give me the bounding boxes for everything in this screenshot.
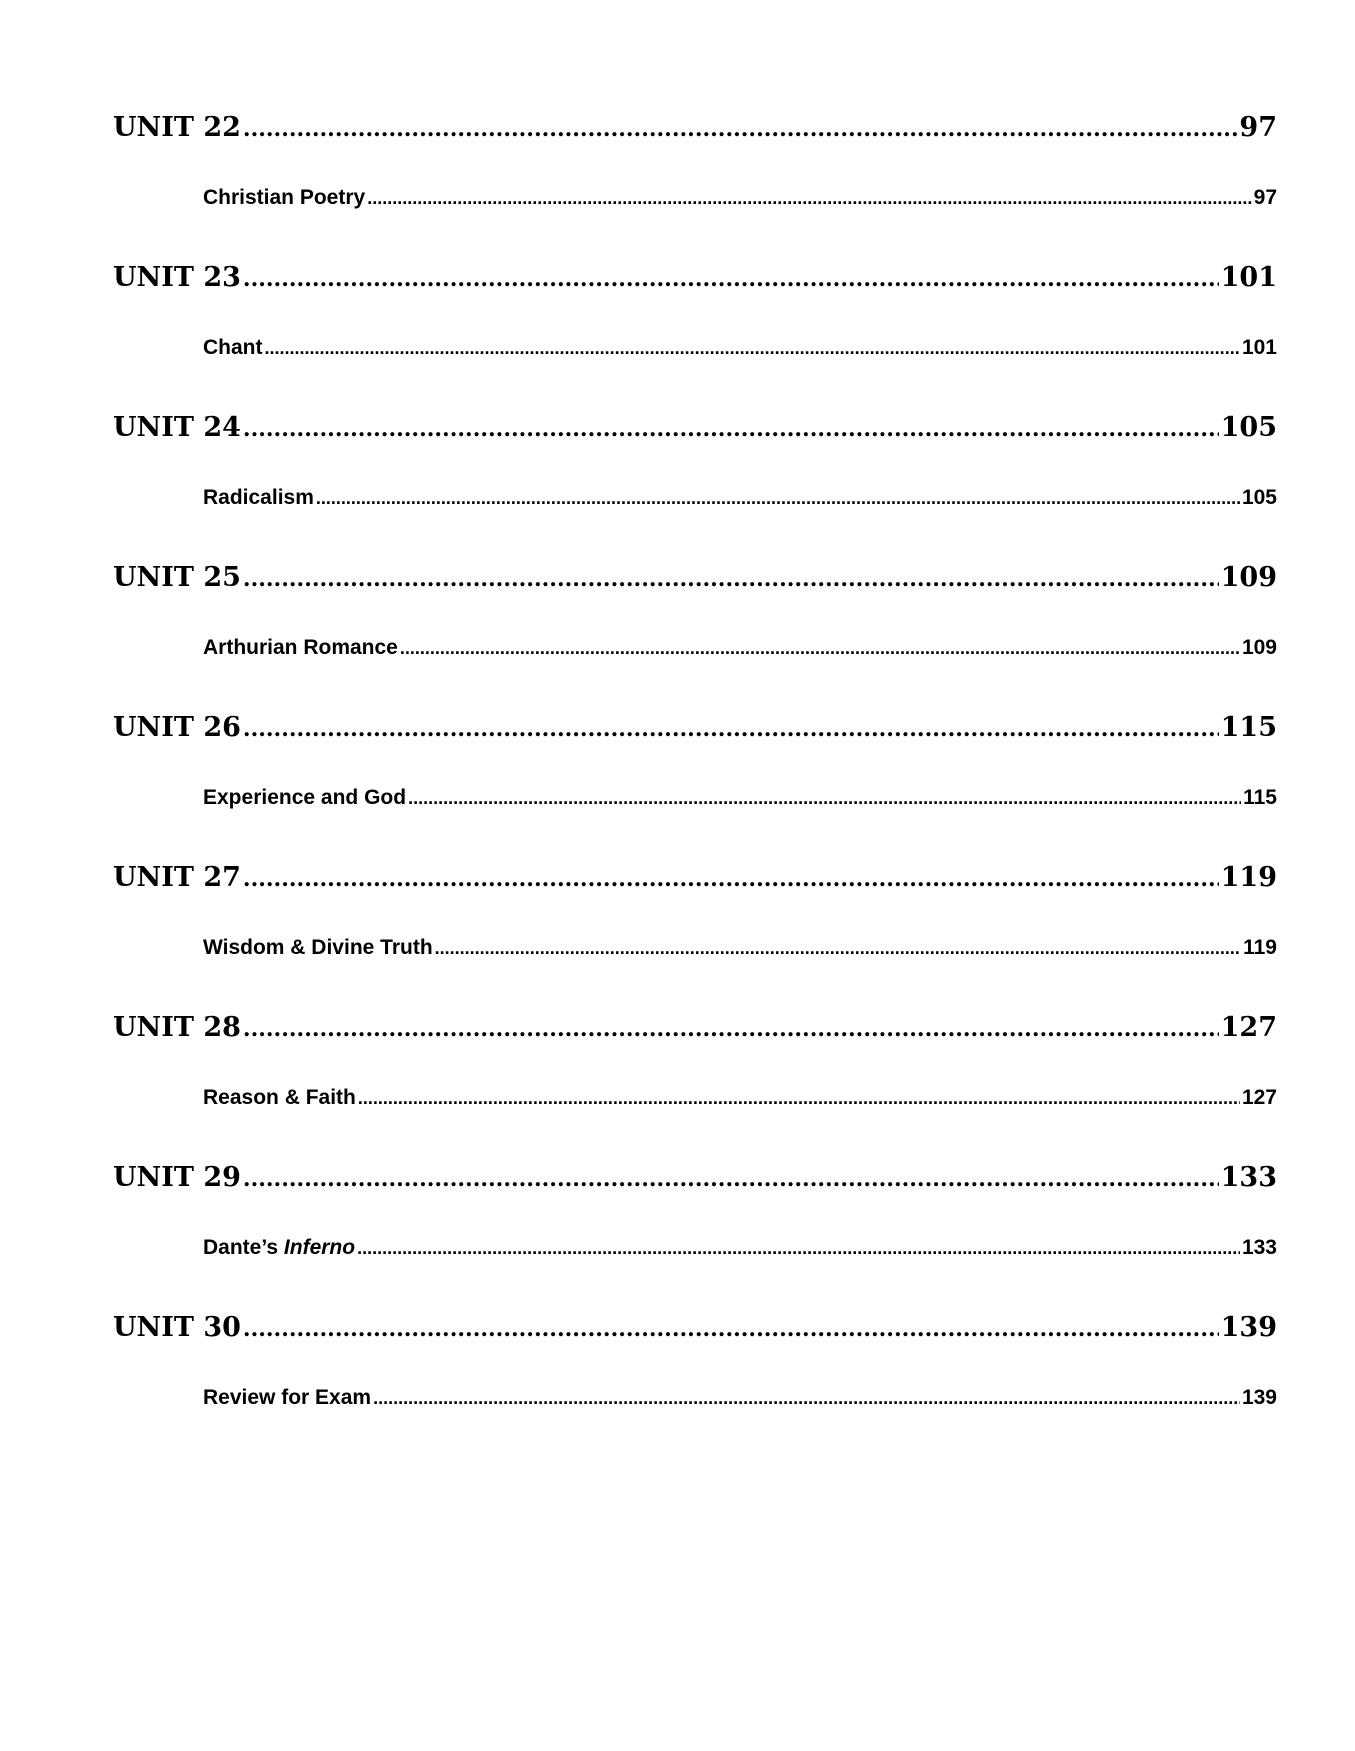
toc-unit-22[interactable] [113, 112, 1277, 143]
dot-leader [243, 562, 1219, 593]
dot-leader [357, 1236, 1240, 1260]
toc-unit-27[interactable] [113, 862, 1277, 893]
topic-title: Christian Poetry [203, 186, 366, 209]
unit-page-number: 105 [1220, 412, 1277, 443]
topic-page-number: 127 [1241, 1086, 1277, 1109]
topic-title: Reason & Faith [203, 1086, 356, 1109]
dot-leader [367, 186, 1251, 210]
toc-topic-christian-poetry[interactable] [203, 186, 1277, 210]
dot-leader [243, 112, 1238, 143]
topic-title-prefix: Dante’s [203, 1236, 284, 1259]
topic-title: Chant [203, 336, 263, 359]
topic-title: Wisdom & Divine Truth [203, 936, 433, 959]
dot-leader [243, 412, 1219, 443]
dot-leader [400, 636, 1240, 660]
topic-page-number: 139 [1241, 1386, 1277, 1409]
dot-leader [243, 262, 1219, 293]
toc-topic-arthurian-romance[interactable] [203, 636, 1277, 660]
toc-topic-radicalism[interactable] [203, 486, 1277, 510]
topic-page-number: 119 [1243, 936, 1277, 959]
dot-leader [243, 1162, 1219, 1193]
toc-unit-24[interactable] [113, 412, 1277, 443]
unit-title: UNIT 26 [113, 712, 241, 743]
topic-title [203, 1236, 355, 1260]
unit-title: UNIT 25 [113, 562, 241, 593]
toc-topic-experience-and-god[interactable] [203, 786, 1277, 810]
toc-unit-26[interactable] [113, 712, 1277, 743]
unit-title: UNIT 30 [113, 1312, 241, 1343]
topic-page-number: 109 [1241, 636, 1277, 659]
topic-page-number: 115 [1243, 786, 1277, 809]
unit-page-number: 109 [1220, 562, 1277, 593]
topic-title-italic: Inferno [283, 1236, 356, 1259]
dot-leader [408, 786, 1241, 810]
dot-leader [358, 1086, 1240, 1110]
toc-unit-28[interactable] [113, 1012, 1277, 1043]
toc-unit-25[interactable] [113, 562, 1277, 593]
unit-title: UNIT 27 [113, 862, 241, 893]
unit-page-number: 139 [1220, 1312, 1277, 1343]
unit-title: UNIT 29 [113, 1162, 241, 1193]
toc-topic-chant[interactable] [203, 336, 1277, 360]
unit-page-number: 97 [1239, 112, 1277, 143]
dot-leader [243, 862, 1219, 893]
toc-unit-29[interactable] [113, 1162, 1277, 1193]
topic-title: Radicalism [203, 486, 314, 509]
toc-unit-30[interactable] [113, 1312, 1277, 1343]
topic-page-number: 133 [1241, 1236, 1277, 1259]
unit-page-number: 133 [1220, 1162, 1277, 1193]
unit-title: UNIT 28 [113, 1012, 241, 1043]
dot-leader [243, 712, 1219, 743]
dot-leader [243, 1012, 1219, 1043]
unit-page-number: 115 [1220, 712, 1277, 743]
toc-unit-23[interactable] [113, 262, 1277, 293]
dot-leader [373, 1386, 1240, 1410]
topic-page-number: 105 [1241, 486, 1277, 509]
dot-leader [316, 486, 1240, 510]
topic-title: Review for Exam [203, 1386, 372, 1409]
toc-topic-reason-faith[interactable] [203, 1086, 1277, 1110]
topic-title: Experience and God [203, 786, 407, 809]
unit-page-number: 119 [1220, 862, 1277, 893]
toc-topic-wisdom-divine-truth[interactable] [203, 936, 1277, 960]
unit-title: UNIT 22 [113, 112, 241, 143]
unit-title: UNIT 23 [113, 262, 241, 293]
topic-title: Arthurian Romance [203, 636, 398, 659]
dot-leader [243, 1312, 1219, 1343]
dot-leader [435, 936, 1241, 960]
unit-page-number: 127 [1220, 1012, 1277, 1043]
topic-page-number: 97 [1253, 186, 1277, 209]
unit-page-number: 101 [1220, 262, 1277, 293]
unit-title: UNIT 24 [113, 412, 241, 443]
toc-topic-dantes-inferno[interactable] [203, 1236, 1277, 1260]
topic-page-number: 101 [1241, 336, 1277, 359]
dot-leader [265, 336, 1240, 360]
toc-topic-review-for-exam[interactable] [203, 1386, 1277, 1410]
